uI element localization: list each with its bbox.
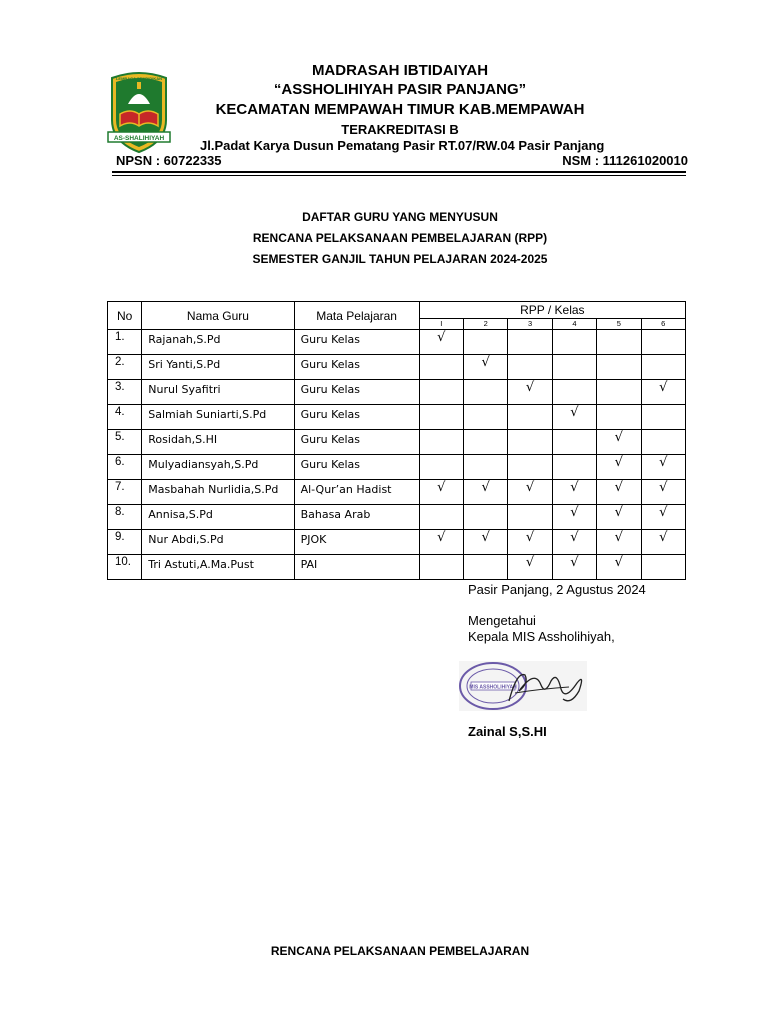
- col-header-name: Nama Guru: [142, 302, 294, 330]
- school-logo: [106, 70, 172, 154]
- table-row: [108, 330, 686, 355]
- grade-cell-5: √: [597, 505, 641, 530]
- header-school-name: “ASSHOLIHIYAH PASIR PANJANG”: [273, 81, 527, 98]
- subject-name: Guru Kelas: [294, 405, 419, 430]
- grade-cell-2: [464, 380, 508, 405]
- header-address: Jl.Padat Karya Dusun Pematang Pasir RT.07/RW.04 Pasir Panjang: [200, 138, 605, 153]
- stamp-text: MIS ASSHOLIHIYAH: [469, 684, 517, 691]
- grade-cell-5: √: [597, 430, 641, 455]
- grade-header-3: 3: [508, 319, 552, 330]
- grade-cell-6: √: [641, 380, 685, 405]
- stamp-signature-image: [459, 661, 587, 711]
- grade-header-5: 5: [597, 319, 641, 330]
- grade-cell-5: √: [597, 480, 641, 505]
- grade-cell-1: [419, 355, 463, 380]
- teacher-name: Annisa,S.Pd: [142, 505, 294, 530]
- row-number: 1.: [108, 330, 142, 355]
- grade-cell-1: [419, 380, 463, 405]
- grade-cell-4: [552, 380, 596, 405]
- signature-position: Kepala MIS Assholihiyah,: [468, 629, 615, 644]
- footer-title: RENCANA PELAKSANAAN PEMBELAJARAN: [270, 944, 530, 958]
- grade-cell-5: √: [597, 530, 641, 555]
- subject-name: PAI: [294, 555, 419, 580]
- table-row: [108, 380, 686, 405]
- table-row: [108, 405, 686, 430]
- grade-cell-3: [508, 405, 552, 430]
- grade-cell-4: [552, 330, 596, 355]
- grade-cell-5: √: [597, 455, 641, 480]
- grade-cell-1: √: [419, 330, 463, 355]
- header-nsm: NSM : 111261020010: [562, 153, 688, 168]
- logo-top-text: LEMBAGA PENDIDIKAN: [115, 76, 163, 81]
- row-number: 5.: [108, 430, 142, 455]
- col-header-subject: Mata Pelajaran: [294, 302, 419, 330]
- grade-cell-4: √: [552, 405, 596, 430]
- grade-cell-6: [641, 405, 685, 430]
- signature-acknowledged: Mengetahui: [468, 613, 536, 628]
- grade-cell-6: √: [641, 480, 685, 505]
- grade-cell-6: √: [641, 530, 685, 555]
- teacher-name: Salmiah Suniarti,S.Pd: [142, 405, 294, 430]
- doc-title-line2: RENCANA PELAKSANAAN PEMBELAJARAN (RPP): [252, 231, 548, 245]
- grade-cell-2: [464, 330, 508, 355]
- teacher-name: Tri Astuti,A.Ma.Pust: [142, 555, 294, 580]
- grade-cell-3: [508, 330, 552, 355]
- grade-cell-6: [641, 430, 685, 455]
- grade-cell-1: [419, 405, 463, 430]
- header-school-type: MADRASAH IBTIDAIYAH: [311, 62, 489, 79]
- row-number: 6.: [108, 455, 142, 480]
- table-row: [108, 530, 686, 555]
- grade-cell-4: [552, 355, 596, 380]
- subject-name: Guru Kelas: [294, 455, 419, 480]
- grade-cell-2: [464, 555, 508, 580]
- grade-cell-5: [597, 380, 641, 405]
- teacher-rpp-table: [107, 301, 686, 580]
- grade-cell-5: √: [597, 555, 641, 580]
- grade-cell-3: √: [508, 380, 552, 405]
- doc-title-line1: DAFTAR GURU YANG MENYUSUN: [302, 210, 498, 224]
- row-number: 3.: [108, 380, 142, 405]
- table-row: [108, 505, 686, 530]
- grade-cell-6: [641, 330, 685, 355]
- col-header-no: No: [108, 302, 142, 330]
- header-divider-thin: [112, 175, 686, 176]
- table-row: [108, 430, 686, 455]
- teacher-name: Sri Yanti,S.Pd: [142, 355, 294, 380]
- header-npsn: NPSN : 60722335: [116, 153, 222, 168]
- grade-header-4: 4: [552, 319, 596, 330]
- row-number: 9.: [108, 530, 142, 555]
- table-row: [108, 555, 686, 580]
- grade-cell-6: [641, 355, 685, 380]
- grade-header-2: 2: [464, 319, 508, 330]
- grade-cell-1: [419, 455, 463, 480]
- grade-cell-4: [552, 430, 596, 455]
- row-number: 10.: [108, 555, 142, 580]
- table-row: [108, 455, 686, 480]
- subject-name: Guru Kelas: [294, 355, 419, 380]
- grade-cell-2: [464, 405, 508, 430]
- logo-text: AS-SHALIHIYAH: [113, 135, 165, 142]
- teacher-name: Nurul Syafitri: [142, 380, 294, 405]
- grade-cell-2: √: [464, 355, 508, 380]
- teacher-name: Masbahah Nurlidia,S.Pd: [142, 480, 294, 505]
- subject-name: Bahasa Arab: [294, 505, 419, 530]
- header-divider-thick: [112, 171, 686, 173]
- teacher-name: Rosidah,S.HI: [142, 430, 294, 455]
- grade-cell-4: √: [552, 530, 596, 555]
- grade-cell-3: √: [508, 480, 552, 505]
- row-number: 8.: [108, 505, 142, 530]
- grade-cell-2: √: [464, 480, 508, 505]
- subject-name: Guru Kelas: [294, 380, 419, 405]
- grade-cell-3: [508, 430, 552, 455]
- grade-cell-4: √: [552, 480, 596, 505]
- subject-name: Guru Kelas: [294, 330, 419, 355]
- header-accreditation: TERAKREDITASI B: [341, 122, 459, 137]
- grade-header-1: I: [419, 319, 463, 330]
- teacher-name: Rajanah,S.Pd: [142, 330, 294, 355]
- grade-cell-5: [597, 330, 641, 355]
- subject-name: PJOK: [294, 530, 419, 555]
- grade-cell-3: √: [508, 530, 552, 555]
- table-row: [108, 355, 686, 380]
- grade-cell-3: [508, 505, 552, 530]
- subject-name: Guru Kelas: [294, 430, 419, 455]
- grade-cell-1: √: [419, 480, 463, 505]
- grade-cell-3: [508, 355, 552, 380]
- grade-cell-4: √: [552, 505, 596, 530]
- row-number: 7.: [108, 480, 142, 505]
- col-header-rpp: RPP / Kelas: [419, 302, 685, 319]
- grade-cell-1: [419, 505, 463, 530]
- grade-cell-4: [552, 455, 596, 480]
- grade-cell-1: [419, 430, 463, 455]
- grade-cell-4: √: [552, 555, 596, 580]
- grade-cell-2: [464, 455, 508, 480]
- row-number: 2.: [108, 355, 142, 380]
- grade-cell-2: √: [464, 530, 508, 555]
- grade-cell-6: [641, 555, 685, 580]
- grade-cell-5: [597, 405, 641, 430]
- grade-cell-6: √: [641, 505, 685, 530]
- row-number: 4.: [108, 405, 142, 430]
- signature-place-date: Pasir Panjang, 2 Agustus 2024: [468, 582, 646, 597]
- subject-name: Al-Qur’an Hadist: [294, 480, 419, 505]
- table-row: [108, 480, 686, 505]
- grade-header-6: 6: [641, 319, 685, 330]
- grade-cell-1: √: [419, 530, 463, 555]
- teacher-name: Mulyadiansyah,S.Pd: [142, 455, 294, 480]
- signature-name: Zainal S,S.HI: [468, 724, 547, 739]
- grade-cell-2: [464, 505, 508, 530]
- grade-cell-3: √: [508, 555, 552, 580]
- doc-title-line3: SEMESTER GANJIL TAHUN PELAJARAN 2024-2025: [252, 252, 548, 266]
- teacher-name: Nur Abdi,S.Pd: [142, 530, 294, 555]
- grade-cell-5: [597, 355, 641, 380]
- grade-cell-1: [419, 555, 463, 580]
- grade-cell-3: [508, 455, 552, 480]
- grade-cell-6: √: [641, 455, 685, 480]
- grade-cell-2: [464, 430, 508, 455]
- header-district: KECAMATAN MEMPAWAH TIMUR KAB.MEMPAWAH: [215, 101, 585, 118]
